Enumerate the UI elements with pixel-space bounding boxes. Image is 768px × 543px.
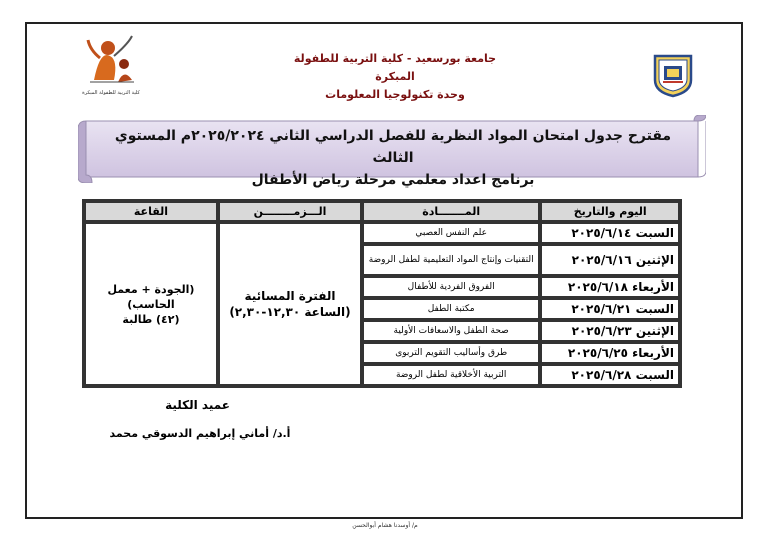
university-crest-icon bbox=[652, 52, 694, 98]
row-subject: التربية الأخلاقية لطفل الروضة bbox=[362, 364, 540, 386]
left-logo-caption: كلية التربية للطفولة المبكرة bbox=[82, 90, 140, 96]
row-day-date: الأربعاء ٢٠٢٥/٦/١٨ bbox=[540, 276, 680, 298]
hall-capacity: (٤٢) طالبة bbox=[122, 312, 180, 326]
dean-name: أ.د/ أماني إبراهيم الدسوقي محمد bbox=[109, 427, 291, 440]
table-row bbox=[84, 222, 680, 244]
header-time: الـــزمــــــــن bbox=[218, 201, 362, 222]
college-logo bbox=[80, 30, 142, 92]
period-hours: (الساعة ١٢,٣٠-٢,٣٠) bbox=[229, 305, 351, 319]
banner-title-line: مقترح جدول امتحان المواد النظرية للفصل الدراسي الثاني ٢٠٢٥/٢٠٢٤م المستوي الثالث bbox=[114, 128, 672, 166]
row-subject: علم النفس العصبي bbox=[362, 222, 540, 244]
title-banner bbox=[78, 115, 706, 188]
header-subject: المـــــــادة bbox=[362, 201, 540, 222]
banner-program-line: برنامج اعداد معلمي مرحلة رياض الأطفال bbox=[251, 172, 535, 188]
unit-line: وحدة تكنولوجيا المعلومات bbox=[325, 88, 465, 101]
row-subject: مكتبة الطفل bbox=[362, 298, 540, 320]
period-name: الفترة المسائية bbox=[244, 289, 336, 303]
row-day-date: السبت ٢٠٢٥/٦/١٤ bbox=[540, 222, 680, 244]
exam-schedule-table bbox=[82, 199, 682, 388]
university-line: جامعة بورسعيد - كلية التربية للطفولة المبكرة bbox=[293, 52, 497, 83]
row-subject: التقنيات وإنتاج المواد التعليمية لطفل الروضة bbox=[362, 244, 540, 276]
header-day-date: اليوم والتاريخ bbox=[540, 201, 680, 222]
dean-title: عميد الكلية bbox=[165, 398, 230, 412]
hall-name: (الجودة + معمل الحاسب) bbox=[107, 282, 195, 311]
row-subject: صحة الطفل والاسعافات الأولية bbox=[362, 320, 540, 342]
header-hall: القاعة bbox=[84, 201, 218, 222]
university-logo bbox=[652, 52, 694, 98]
college-logo-icon bbox=[80, 30, 142, 92]
row-subject: طرق وأساليب التقويم التربوى bbox=[362, 342, 540, 364]
row-day-date: الأربعاء ٢٠٢٥/٦/٢٥ bbox=[540, 342, 680, 364]
row-subject: الفروق الفردية للأطفال bbox=[362, 276, 540, 298]
footer-credit: م/ أوسدنا هشام أبوالحسن bbox=[352, 522, 418, 529]
row-day-date: السبت ٢٠٢٥/٦/٢١ bbox=[540, 298, 680, 320]
exam-hall-cell bbox=[84, 222, 218, 386]
banner-text bbox=[98, 125, 688, 191]
row-day-date: الإثنين ٢٠٢٥/٦/١٦ bbox=[540, 244, 680, 276]
institution-header bbox=[280, 50, 510, 104]
exam-period-cell bbox=[218, 222, 362, 386]
table-header-row bbox=[84, 201, 680, 222]
row-day-date: السبت ٢٠٢٥/٦/٢٨ bbox=[540, 364, 680, 386]
row-day-date: الإثنين ٢٠٢٥/٦/٢٣ bbox=[540, 320, 680, 342]
